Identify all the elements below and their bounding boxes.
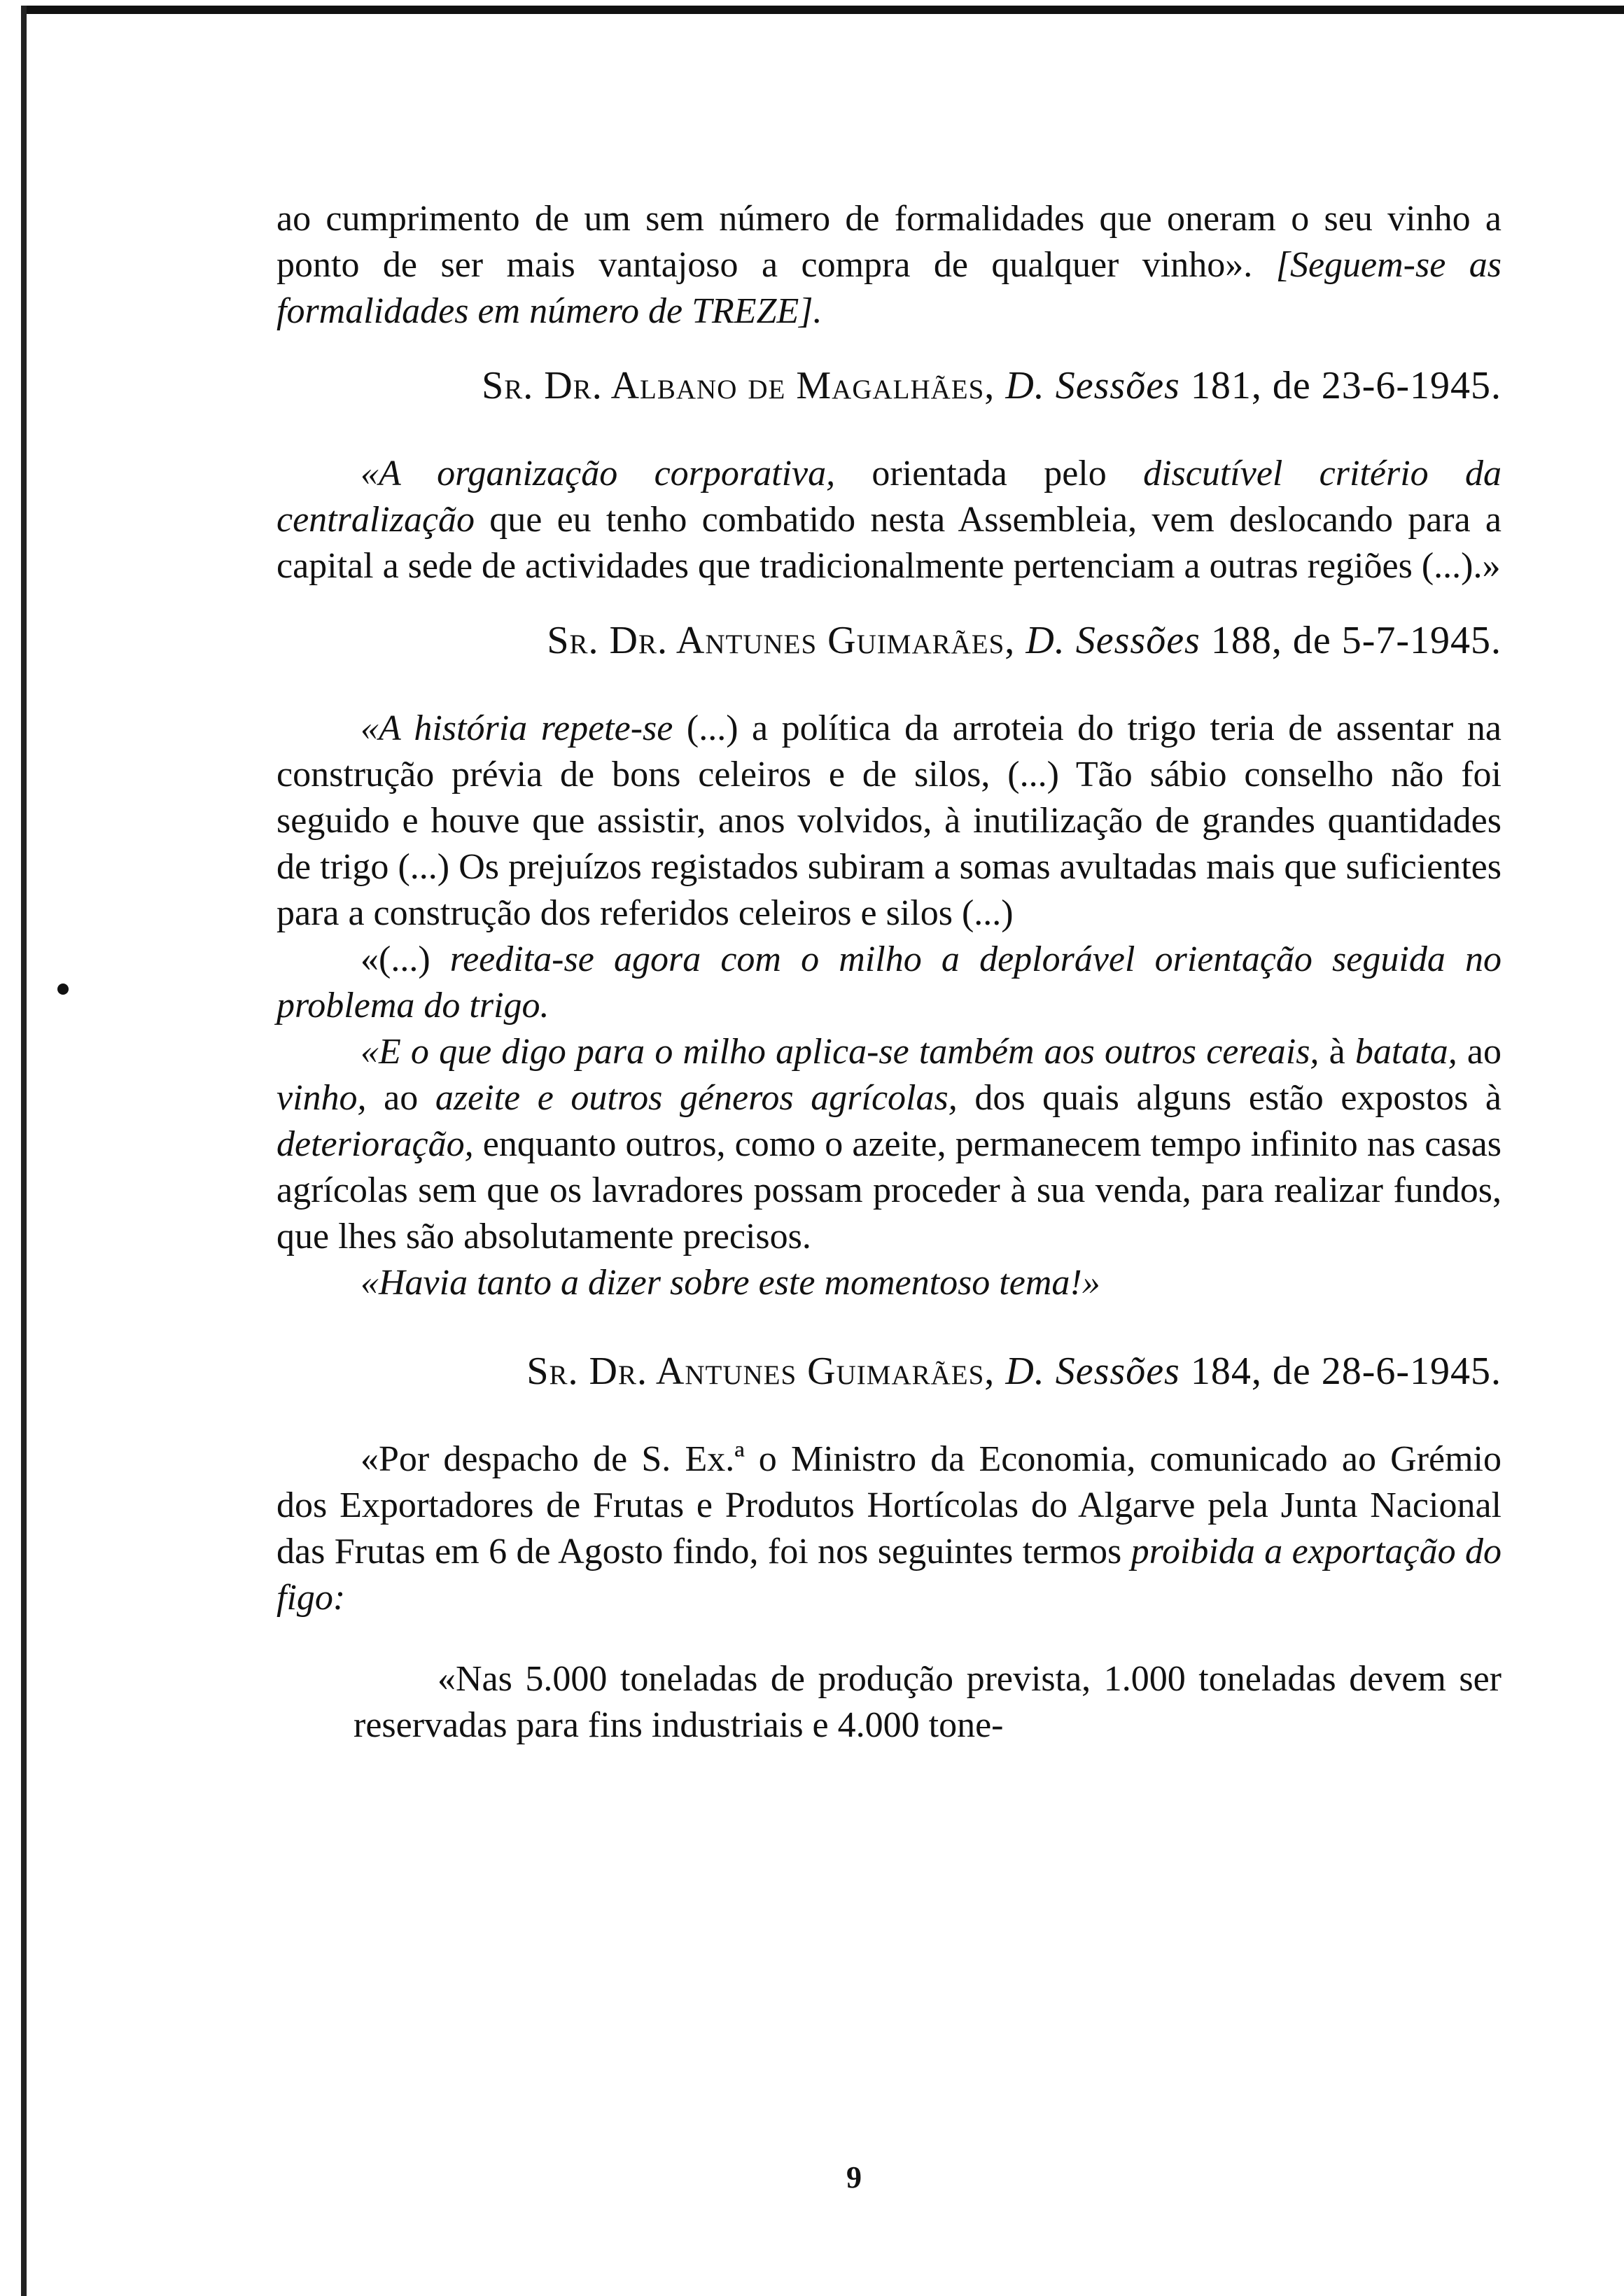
paragraph-3-italic: «A história repete-se bbox=[360, 708, 673, 748]
paragraph-5 bbox=[276, 1029, 1502, 1260]
paragraph-7-italic: proibida a exportação do figo: bbox=[276, 1532, 1502, 1618]
citation-2-date: 188, de 5-7-1945. bbox=[1200, 619, 1502, 662]
paragraph-5-italic-e: deterioração, bbox=[276, 1124, 474, 1164]
paragraph-3-text: (...) a política da arroteia do trigo teria de assentar na construção prévia de bons celeiros e de silos, (...) Tão sábio conselho não foi seguido e houve que assistir, anos volvidos, à inutilização de grandes quantidades de trigo (...) Os prejuízos registados subiram a somas avultadas mais que suficientes para a construção dos referidos celeiros e silos (...) bbox=[276, 708, 1502, 933]
paragraph-5-italic-a: «E o que digo para o milho aplica-se também aos outros cereais, bbox=[360, 1032, 1320, 1072]
paragraph-5-text-a: à bbox=[1319, 1032, 1355, 1072]
page-number: 9 bbox=[846, 2160, 862, 2194]
citation-3-author: Sr. Dr. Antunes Guimarães, bbox=[526, 1350, 1006, 1393]
citation-3-date: 184, de 28-6-1945. bbox=[1180, 1350, 1502, 1393]
paragraph-2-text-b: que eu tenho combatido nesta Assembleia, vem deslocando para a capital a sede de actividades que tradicionalmente pertenciam a outras regiões (...).» bbox=[276, 500, 1502, 586]
citation-1-author: Sr. Dr. Albano de Magalhães, bbox=[482, 364, 1006, 407]
paragraph-1-text: ao cumprimento de um sem número de formalidades que oneram o seu vinho a ponto de ser mais vantajoso a compra de qualquer vinho». bbox=[276, 199, 1502, 285]
paragraph-5-italic-c: vinho, bbox=[276, 1078, 367, 1118]
paragraph-6 bbox=[276, 1260, 1502, 1306]
page-border-top bbox=[21, 6, 1624, 14]
paragraph-5-italic-d: azeite e outros géneros agrícolas, bbox=[435, 1078, 958, 1118]
paragraph-2-italic-b: discutível critério da centralização bbox=[276, 454, 1502, 540]
citation-3 bbox=[276, 1348, 1502, 1394]
paragraph-6-italic: «Havia tanto a dizer sobre este momentoso tema!» bbox=[360, 1263, 1100, 1303]
paragraph-2 bbox=[276, 451, 1502, 589]
paragraph-7-text: «Por despacho de S. Ex.ª o Ministro da Economia, comunicado ao Grémio dos Exportadores de Frutas e Produtos Hortícolas do Algarve pela Junta Nacional das Frutas em 6 de Agosto findo, foi nos seguintes termos bbox=[276, 1439, 1502, 1572]
paragraph-4-italic: reedita-se agora com o milho a deplorável orientação seguida no problema do trigo. bbox=[276, 939, 1502, 1026]
paragraph-4-text: «(...) bbox=[360, 939, 450, 979]
citation-2 bbox=[276, 617, 1502, 664]
paragraph-4 bbox=[276, 937, 1502, 1029]
paragraph-2-text-a: orientada pelo bbox=[835, 454, 1144, 493]
paragraph-5-text-d: dos quais alguns estão expostos à bbox=[957, 1078, 1502, 1118]
citation-1-date: 181, de 23-6-1945. bbox=[1180, 364, 1502, 407]
paragraph-5-text-b: ao bbox=[1457, 1032, 1502, 1072]
citation-2-author: Sr. Dr. Antunes Guimarães, bbox=[547, 619, 1026, 662]
citation-1 bbox=[276, 363, 1502, 409]
paragraph-8 bbox=[354, 1656, 1502, 1749]
margin-dot bbox=[57, 983, 69, 995]
paragraph-5-text-c: ao bbox=[366, 1078, 435, 1118]
paragraph-8-text: «Nas 5.000 toneladas de produção prevista, 1.000 toneladas devem ser reservadas para fins industriais e 4.000 tone- bbox=[354, 1659, 1502, 1745]
paragraph-7 bbox=[276, 1436, 1502, 1621]
paragraph-1 bbox=[276, 196, 1502, 335]
paragraph-1-note: [Seguem-se as formalidades em número de TREZE]. bbox=[276, 245, 1502, 331]
page-border-left bbox=[21, 6, 27, 2296]
paragraph-5-text-e: enquanto outros, como o azeite, permanecem tempo infinito nas casas agrícolas sem que os lavradores possam proceder à sua venda, para realizar fundos, que lhes são absolutamente precisos. bbox=[276, 1124, 1502, 1256]
citation-2-source: D. Sessões bbox=[1026, 619, 1200, 662]
page-body bbox=[276, 196, 1502, 1749]
citation-1-source: D. Sessões bbox=[1005, 364, 1180, 407]
paragraph-5-italic-b: batata, bbox=[1354, 1032, 1457, 1072]
citation-3-source: D. Sessões bbox=[1005, 1350, 1180, 1393]
paragraph-3 bbox=[276, 706, 1502, 937]
paragraph-2-italic-a: «A organização corporativa, bbox=[360, 454, 836, 493]
